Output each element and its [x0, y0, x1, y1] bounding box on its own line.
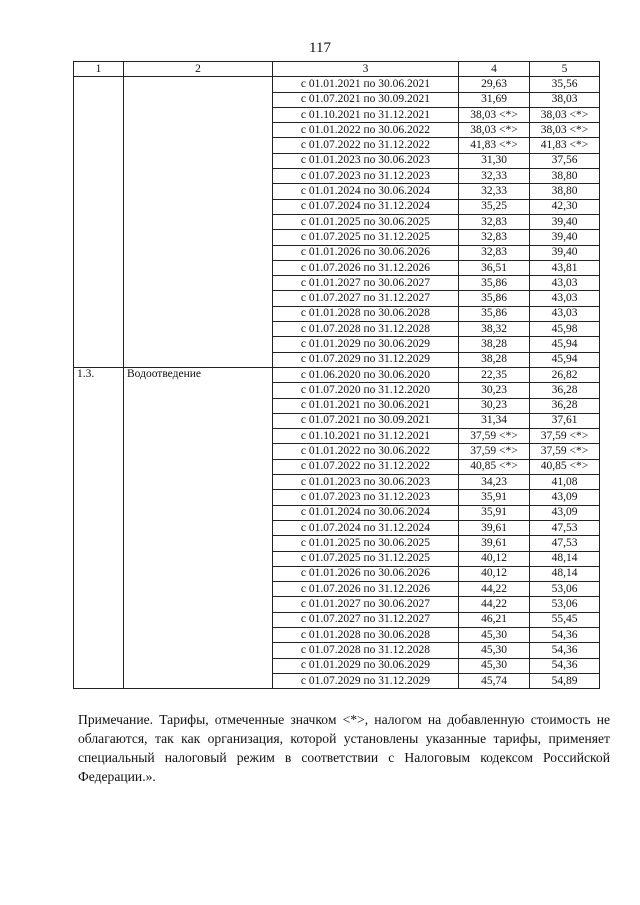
tariff-without-vat-cell: 31,34 — [459, 413, 530, 428]
tariff-with-vat-cell: 54,36 — [530, 643, 600, 658]
tariff-with-vat-cell: 38,80 — [530, 169, 600, 184]
period-cell: с 01.07.2027 по 31.12.2027 — [273, 612, 459, 627]
header-col-4: 4 — [459, 62, 530, 77]
tariff-body — [74, 77, 600, 689]
tariff-with-vat-cell: 37,56 — [530, 153, 600, 168]
tariff-without-vat-cell: 38,32 — [459, 322, 530, 337]
tariff-without-vat-cell: 32,83 — [459, 230, 530, 245]
period-cell: с 01.01.2025 по 30.06.2025 — [273, 536, 459, 551]
period-cell: с 01.07.2026 по 31.12.2026 — [273, 582, 459, 597]
header-col-3: 3 — [273, 62, 459, 77]
header-row — [74, 62, 600, 77]
tariff-without-vat-cell: 35,91 — [459, 490, 530, 505]
tariff-with-vat-cell: 45,98 — [530, 322, 600, 337]
tariff-without-vat-cell: 30,23 — [459, 398, 530, 413]
period-cell: с 01.07.2025 по 31.12.2025 — [273, 551, 459, 566]
service-name-cell — [124, 77, 273, 368]
period-cell: с 01.01.2024 по 30.06.2024 — [273, 184, 459, 199]
period-cell: с 01.01.2029 по 30.06.2029 — [273, 337, 459, 352]
period-cell: с 01.07.2024 по 31.12.2024 — [273, 199, 459, 214]
period-cell: с 01.01.2022 по 30.06.2022 — [273, 123, 459, 138]
header-col-2: 2 — [124, 62, 273, 77]
tariff-with-vat-cell: 54,36 — [530, 658, 600, 673]
header-col-1: 1 — [74, 62, 124, 77]
period-cell: с 01.07.2027 по 31.12.2027 — [273, 291, 459, 306]
period-cell: с 01.07.2022 по 31.12.2022 — [273, 459, 459, 474]
table-row — [74, 77, 600, 92]
tariff-without-vat-cell: 38,28 — [459, 352, 530, 367]
tariff-table — [73, 61, 600, 689]
tariff-without-vat-cell: 38,28 — [459, 337, 530, 352]
period-cell: с 01.07.2022 по 31.12.2022 — [273, 138, 459, 153]
tariff-with-vat-cell: 54,89 — [530, 673, 600, 688]
tariff-without-vat-cell: 35,86 — [459, 276, 530, 291]
tariff-without-vat-cell: 22,35 — [459, 367, 530, 382]
period-cell: с 01.01.2021 по 30.06.2021 — [273, 77, 459, 92]
tariff-with-vat-cell: 41,08 — [530, 475, 600, 490]
tariff-without-vat-cell: 45,30 — [459, 658, 530, 673]
tariff-with-vat-cell: 43,09 — [530, 490, 600, 505]
tariff-without-vat-cell: 34,23 — [459, 475, 530, 490]
period-cell: с 01.01.2023 по 30.06.2023 — [273, 153, 459, 168]
period-cell: с 01.07.2021 по 30.09.2021 — [273, 92, 459, 107]
period-cell: с 01.07.2025 по 31.12.2025 — [273, 230, 459, 245]
tariff-without-vat-cell: 39,61 — [459, 520, 530, 535]
tariff-without-vat-cell: 41,83 <*> — [459, 138, 530, 153]
tariff-without-vat-cell: 31,69 — [459, 92, 530, 107]
tariff-with-vat-cell: 41,83 <*> — [530, 138, 600, 153]
period-cell: с 01.07.2028 по 31.12.2028 — [273, 643, 459, 658]
tariff-without-vat-cell: 32,33 — [459, 169, 530, 184]
tariff-with-vat-cell: 26,82 — [530, 367, 600, 382]
period-cell: с 01.07.2021 по 30.09.2021 — [273, 413, 459, 428]
period-cell: с 01.06.2020 по 30.06.2020 — [273, 367, 459, 382]
period-cell: с 01.07.2020 по 31.12.2020 — [273, 383, 459, 398]
period-cell: с 01.01.2028 по 30.06.2028 — [273, 306, 459, 321]
tariff-with-vat-cell: 54,36 — [530, 627, 600, 642]
tariff-without-vat-cell: 32,83 — [459, 214, 530, 229]
tariff-with-vat-cell: 38,03 <*> — [530, 123, 600, 138]
tariff-without-vat-cell: 35,25 — [459, 199, 530, 214]
period-cell: с 01.01.2026 по 30.06.2026 — [273, 245, 459, 260]
tariff-with-vat-cell: 39,40 — [530, 214, 600, 229]
tariff-without-vat-cell: 45,74 — [459, 673, 530, 688]
tariff-with-vat-cell: 45,94 — [530, 352, 600, 367]
period-cell: с 01.01.2027 по 30.06.2027 — [273, 276, 459, 291]
period-cell: с 01.07.2023 по 31.12.2023 — [273, 490, 459, 505]
tariff-with-vat-cell: 36,28 — [530, 383, 600, 398]
footnote: Примечание. Тарифы, отмеченные значком <*>, налогом на добавленную стоимость не облагаются, так как организация, которой установлены указанные тарифы, применяет специальный налоговый режим в соответствии с Налоговым кодексом Российской Федерации.». — [78, 712, 610, 784]
tariff-with-vat-cell: 47,53 — [530, 536, 600, 551]
tariff-without-vat-cell: 40,12 — [459, 566, 530, 581]
tariff-without-vat-cell: 45,30 — [459, 643, 530, 658]
period-cell: с 01.01.2026 по 30.06.2026 — [273, 566, 459, 581]
row-number-cell: 1.3. — [74, 367, 124, 688]
tariff-with-vat-cell: 53,06 — [530, 597, 600, 612]
period-cell: с 01.01.2023 по 30.06.2023 — [273, 475, 459, 490]
tariff-with-vat-cell: 38,03 <*> — [530, 107, 600, 122]
tariff-with-vat-cell: 43,81 — [530, 260, 600, 275]
tariff-without-vat-cell: 35,91 — [459, 505, 530, 520]
tariff-with-vat-cell: 38,03 — [530, 92, 600, 107]
period-cell: с 01.07.2029 по 31.12.2029 — [273, 673, 459, 688]
period-cell: с 01.01.2027 по 30.06.2027 — [273, 597, 459, 612]
period-cell: с 01.07.2026 по 31.12.2026 — [273, 260, 459, 275]
tariff-with-vat-cell: 45,94 — [530, 337, 600, 352]
tariff-with-vat-cell: 40,85 <*> — [530, 459, 600, 474]
period-cell: с 01.01.2022 по 30.06.2022 — [273, 444, 459, 459]
tariff-with-vat-cell: 53,06 — [530, 582, 600, 597]
tariff-with-vat-cell: 55,45 — [530, 612, 600, 627]
page-number: 117 — [309, 40, 331, 56]
tariff-without-vat-cell: 35,86 — [459, 291, 530, 306]
period-cell: с 01.07.2024 по 31.12.2024 — [273, 520, 459, 535]
tariff-without-vat-cell: 37,59 <*> — [459, 444, 530, 459]
tariff-without-vat-cell: 39,61 — [459, 536, 530, 551]
tariff-with-vat-cell: 48,14 — [530, 566, 600, 581]
tariff-without-vat-cell: 31,30 — [459, 153, 530, 168]
tariff-without-vat-cell: 35,86 — [459, 306, 530, 321]
tariff-without-vat-cell: 38,03 <*> — [459, 123, 530, 138]
table-row — [74, 367, 600, 382]
tariff-with-vat-cell: 47,53 — [530, 520, 600, 535]
tariff-without-vat-cell: 32,83 — [459, 245, 530, 260]
service-name-cell: Водоотведение — [124, 367, 273, 688]
tariff-without-vat-cell: 32,33 — [459, 184, 530, 199]
tariff-without-vat-cell: 45,30 — [459, 627, 530, 642]
tariff-with-vat-cell: 35,56 — [530, 77, 600, 92]
period-cell: с 01.01.2025 по 30.06.2025 — [273, 214, 459, 229]
tariff-with-vat-cell: 39,40 — [530, 245, 600, 260]
period-cell: с 01.01.2028 по 30.06.2028 — [273, 627, 459, 642]
tariff-with-vat-cell: 37,61 — [530, 413, 600, 428]
period-cell: с 01.10.2021 по 31.12.2021 — [273, 107, 459, 122]
tariff-without-vat-cell: 37,59 <*> — [459, 429, 530, 444]
tariff-without-vat-cell: 30,23 — [459, 383, 530, 398]
tariff-without-vat-cell: 46,21 — [459, 612, 530, 627]
tariff-with-vat-cell: 37,59 <*> — [530, 444, 600, 459]
tariff-without-vat-cell: 40,12 — [459, 551, 530, 566]
tariff-with-vat-cell: 42,30 — [530, 199, 600, 214]
tariff-without-vat-cell: 29,63 — [459, 77, 530, 92]
tariff-with-vat-cell: 43,09 — [530, 505, 600, 520]
period-cell: с 01.01.2024 по 30.06.2024 — [273, 505, 459, 520]
tariff-with-vat-cell: 36,28 — [530, 398, 600, 413]
tariff-with-vat-cell: 39,40 — [530, 230, 600, 245]
tariff-without-vat-cell: 40,85 <*> — [459, 459, 530, 474]
period-cell: с 01.01.2021 по 30.06.2021 — [273, 398, 459, 413]
tariff-with-vat-cell: 48,14 — [530, 551, 600, 566]
tariff-without-vat-cell: 38,03 <*> — [459, 107, 530, 122]
period-cell: с 01.07.2028 по 31.12.2028 — [273, 322, 459, 337]
tariff-with-vat-cell: 43,03 — [530, 306, 600, 321]
tariff-without-vat-cell: 44,22 — [459, 597, 530, 612]
tariff-without-vat-cell: 36,51 — [459, 260, 530, 275]
period-cell: с 01.10.2021 по 31.12.2021 — [273, 429, 459, 444]
tariff-with-vat-cell: 43,03 — [530, 276, 600, 291]
period-cell: с 01.07.2023 по 31.12.2023 — [273, 169, 459, 184]
tariff-with-vat-cell: 38,80 — [530, 184, 600, 199]
tariff-with-vat-cell: 37,59 <*> — [530, 429, 600, 444]
tariff-without-vat-cell: 44,22 — [459, 582, 530, 597]
header-col-5: 5 — [530, 62, 600, 77]
tariff-with-vat-cell: 43,03 — [530, 291, 600, 306]
period-cell: с 01.07.2029 по 31.12.2029 — [273, 352, 459, 367]
period-cell: с 01.01.2029 по 30.06.2029 — [273, 658, 459, 673]
row-number-cell — [74, 77, 124, 368]
